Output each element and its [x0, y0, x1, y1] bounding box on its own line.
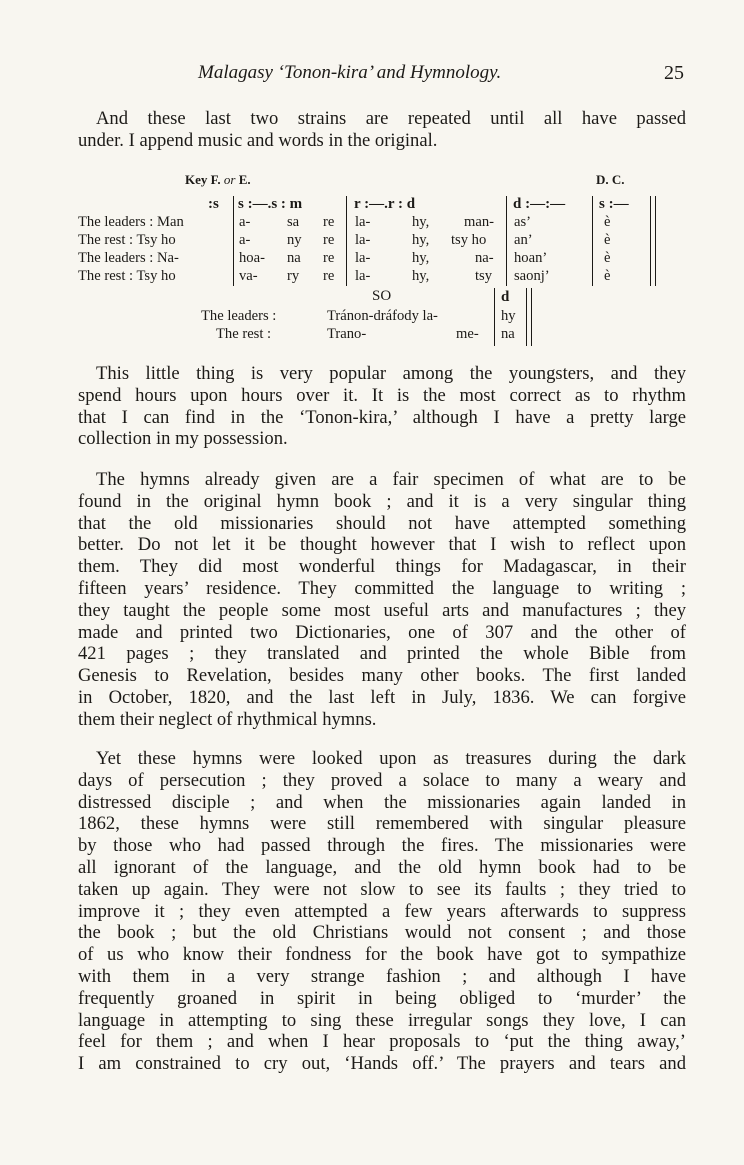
text-line: better. Do not let it be thought however that I wish to reflect upon	[78, 534, 686, 556]
syllable: la-	[355, 268, 371, 284]
syllable: ry	[287, 268, 300, 284]
syllable: re	[323, 232, 335, 248]
text-line: in October, 1820, and the last left in July, 1836. We can forgive	[78, 686, 686, 708]
bar-line	[346, 196, 347, 286]
text-line: collection in my possession.	[78, 428, 288, 450]
text-line: under. I append music and words in the original.	[78, 129, 438, 151]
syllable: na	[501, 326, 515, 342]
text-line: that I can find in the ‘Tonon-kira,’ although I have a pretty large	[78, 406, 686, 428]
note-group: :s	[208, 196, 219, 212]
text-line: made and printed two Dictionaries, one of 307 and the other of	[78, 621, 686, 643]
lyric-row	[78, 232, 686, 250]
page-number: 25	[664, 62, 684, 84]
syllable: hoan’	[514, 250, 548, 266]
note-group: s :—	[599, 196, 629, 212]
text-line: all ignorant of the language, and the old hymn book had to be	[78, 856, 686, 878]
bar-line	[531, 288, 532, 346]
bar-line	[650, 196, 651, 286]
syllable: as’	[514, 214, 532, 230]
lyric-row	[78, 250, 686, 268]
syllable: tsy ho	[451, 232, 487, 248]
bar-line	[233, 196, 234, 286]
syllable: hy	[501, 308, 516, 324]
music-score	[78, 170, 686, 352]
note-group: d :—:—	[513, 196, 566, 212]
note-group: s :—.s : m	[238, 196, 303, 212]
text-line: This little thing is very popular among the youngsters, and they	[96, 363, 686, 384]
syllable: va-	[239, 268, 258, 284]
syllable: re	[323, 214, 335, 230]
running-head	[80, 62, 684, 90]
text-line: I am constrained to cry out, ‘Hands off.’ The prayers and tears and	[78, 1053, 686, 1075]
text-line: of us who know their fondness for the book have got to sympathize	[78, 944, 686, 966]
syllable: la-	[355, 250, 371, 266]
text-line: distressed disciple ; and when the missionaries again landed in	[78, 791, 686, 813]
syllable: a-	[239, 232, 251, 248]
syllable: na	[287, 250, 301, 266]
text-line: frequently groaned in spirit in being obliged to ‘murder’ the	[78, 987, 686, 1009]
lyric-label: The rest : Tsy ho	[78, 232, 176, 248]
text-line: Yet these hymns were looked upon as treasures during the dark	[96, 748, 686, 769]
lyric-label: The rest : Tsy ho	[78, 268, 176, 284]
syllable: an’	[514, 232, 533, 248]
text-line: days of persecution ; they proved a solace to many a weary and	[78, 769, 686, 791]
text-line: that the old missionaries should not have attempted something	[78, 512, 686, 534]
syllable: hy,	[412, 268, 430, 284]
lyric-label: The leaders : Man	[78, 214, 184, 230]
text-line: taken up again. They were not slow to see its faults ; they tried to	[78, 878, 686, 900]
lyric-label: The leaders :	[201, 308, 277, 324]
lyric-row	[78, 268, 686, 286]
intro-paragraph	[78, 108, 686, 152]
lyric-row	[78, 214, 686, 232]
syllable: la-	[355, 232, 371, 248]
syllable: la-	[355, 214, 371, 230]
syllable: re	[323, 268, 335, 284]
paragraph	[78, 748, 686, 1075]
paragraph	[78, 469, 686, 731]
text-line: them. They did most wonderful things for Madagascar, in their	[78, 556, 686, 578]
text-line: The hymns already given are a fair specimen of what are to be	[96, 469, 686, 490]
running-title: Malagasy ‘Tonon-kira’ and Hymnology.	[198, 62, 502, 83]
syllable: hoa-	[239, 250, 265, 266]
text-line: by those who had passed through the fires. The missionaries were	[78, 835, 686, 857]
syllable: re	[323, 250, 335, 266]
text-line: fifteen years’ residence. They committed the language to writing ;	[78, 577, 686, 599]
syllable: hy,	[412, 250, 430, 266]
text-line: with them in a very strange fashion ; and although I have	[78, 965, 686, 987]
syllable: Tránon-dráfody la-	[327, 308, 438, 324]
note-group: r :—.r : d	[354, 196, 416, 212]
text-line: found in the original hymn book ; and it is a very singular thing	[78, 490, 686, 512]
bar-line	[494, 288, 495, 346]
lyric-label: The rest :	[216, 326, 272, 342]
syllable: me-	[456, 326, 479, 342]
syllable: è	[604, 214, 611, 230]
syllable: hy,	[412, 232, 430, 248]
text-line: the book ; but the old Christians would not consent ; and those	[78, 922, 686, 944]
lyric-label: The leaders : Na-	[78, 250, 179, 266]
text-line: improve it ; they even attempted a few years afterwards to suppress	[78, 900, 686, 922]
text-line: And these last two strains are repeated until all have passed	[96, 108, 686, 129]
text-line: 421 pages ; they translated and printed the whole Bible from	[78, 643, 686, 665]
syllable: saonj’	[514, 268, 550, 284]
syllable: è	[604, 268, 611, 284]
syllable: sa	[287, 214, 300, 230]
notes-row	[78, 196, 686, 214]
text-line: 1862, these hymns were still remembered with singular pleasure	[78, 813, 686, 835]
text-line: language in attempting to sing these irregular songs they love, I can	[78, 1009, 686, 1031]
da-capo-mark: D. C.	[596, 172, 625, 187]
text-line: Genesis to Revelation, besides many other books. The first landed	[78, 665, 686, 687]
text-line: spend hours upon hours over it. It is the most correct as to rhythm	[78, 384, 686, 406]
syllable: è	[604, 250, 611, 266]
syllable: hy,	[412, 214, 430, 230]
text-line: them their neglect of rhythmical hymns.	[78, 708, 377, 730]
syllable: na-	[475, 250, 494, 266]
syllable: è	[604, 232, 611, 248]
key-signature: Key F. or E.	[185, 172, 251, 187]
text-line: they taught the people some most useful arts and manufactures ; they	[78, 599, 686, 621]
paragraph	[78, 363, 686, 450]
bar-line	[526, 288, 527, 346]
note-group: d	[501, 289, 510, 305]
so-label: SO	[372, 288, 392, 304]
bar-line	[592, 196, 593, 286]
syllable: tsy	[475, 268, 493, 284]
syllable: a-	[239, 214, 251, 230]
syllable: ny	[287, 232, 302, 248]
syllable: man-	[464, 214, 494, 230]
bar-line	[506, 196, 507, 286]
syllable: Trano-	[327, 326, 367, 342]
bar-line	[655, 196, 656, 286]
text-line: feel for them ; and when I hear proposals to ‘put the thing away,’	[78, 1031, 686, 1053]
